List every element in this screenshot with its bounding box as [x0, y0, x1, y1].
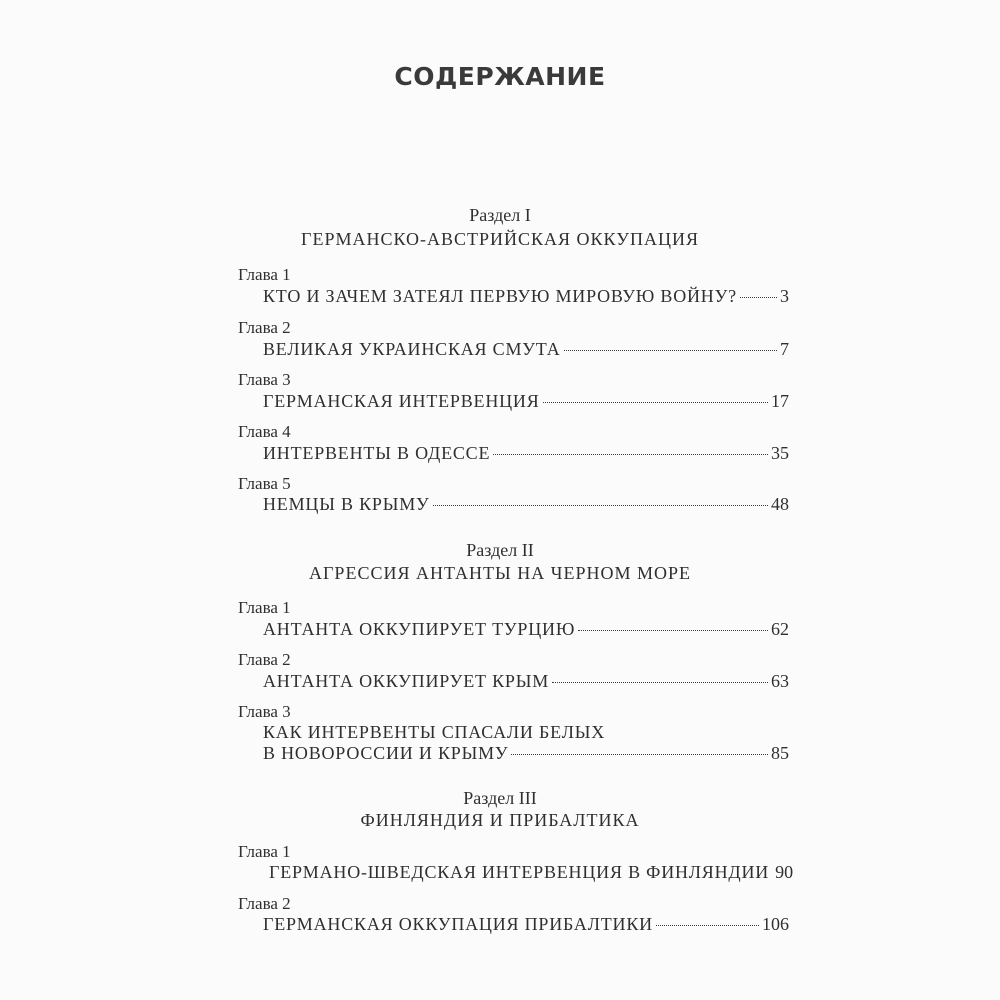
- entry-title-line1: КАК ИНТЕРВЕНТЫ СПАСАЛИ БЕЛЫХ: [263, 722, 606, 742]
- dot-leader: [433, 505, 768, 506]
- page-number: 3: [780, 286, 789, 306]
- page-number: 85: [771, 743, 789, 763]
- chapter-label: Глава 2: [238, 650, 291, 669]
- page-number: 35: [771, 443, 789, 463]
- section-label: Раздел II: [466, 540, 534, 560]
- page-number: 62: [771, 619, 789, 639]
- entry-title: ГЕРМАНСКАЯ ОККУПАЦИЯ ПРИБАЛТИКИ: [263, 914, 653, 934]
- entry-title: В НОВОРОССИИ И КРЫМУ: [263, 743, 509, 763]
- toc-entry[interactable]: [263, 286, 789, 307]
- section-title: ФИНЛЯНДИЯ И ПРИБАЛТИКА: [360, 810, 640, 830]
- page-title: СОДЕРЖАНИЕ: [394, 62, 606, 91]
- entry-title: ГЕРМАНО-ШВЕДСКАЯ ИНТЕРВЕНЦИЯ В ФИНЛЯНДИИ: [269, 862, 770, 882]
- toc-entry[interactable]: [263, 619, 789, 640]
- page-number: 90: [775, 862, 794, 882]
- entry-title: КТО И ЗАЧЕМ ЗАТЕЯЛ ПЕРВУЮ МИРОВУЮ ВОЙНУ?: [263, 286, 737, 306]
- toc-entry[interactable]: [263, 862, 794, 883]
- dot-leader: [552, 682, 768, 683]
- entry-title: ИНТЕРВЕНТЫ В ОДЕССЕ: [263, 443, 491, 463]
- toc-entry[interactable]: [263, 391, 789, 412]
- chapter-label: Глава 5: [238, 474, 291, 493]
- entry-title: ВЕЛИКАЯ УКРАИНСКАЯ СМУТА: [263, 339, 561, 359]
- toc-entry[interactable]: [263, 494, 789, 515]
- page-number: 7: [780, 339, 789, 359]
- entry-title: ГЕРМАНСКАЯ ИНТЕРВЕНЦИЯ: [263, 391, 540, 411]
- toc-entry[interactable]: [263, 443, 789, 464]
- dot-leader: [656, 925, 759, 926]
- chapter-label: Глава 4: [238, 422, 291, 441]
- toc-entry[interactable]: [263, 671, 789, 692]
- dot-leader: [511, 754, 768, 755]
- chapter-label: Глава 3: [238, 370, 291, 389]
- page-number: 106: [762, 914, 789, 934]
- section-title: АГРЕССИЯ АНТАНТЫ НА ЧЕРНОМ МОРЕ: [309, 563, 691, 583]
- entry-title: АНТАНТА ОККУПИРУЕТ ТУРЦИЮ: [263, 619, 576, 639]
- dot-leader: [493, 454, 768, 455]
- section-title: ГЕРМАНСКО-АВСТРИЙСКАЯ ОККУПАЦИЯ: [301, 229, 699, 249]
- dot-leader: [564, 350, 777, 351]
- toc-entry[interactable]: [263, 914, 789, 935]
- chapter-label: Глава 1: [238, 842, 291, 861]
- toc-entry[interactable]: [263, 339, 789, 360]
- dot-leader: [740, 297, 777, 298]
- entry-title: АНТАНТА ОККУПИРУЕТ КРЫМ: [263, 671, 550, 691]
- chapter-label: Глава 1: [238, 598, 291, 617]
- chapter-label: Глава 3: [238, 702, 291, 721]
- entry-title: НЕМЦЫ В КРЫМУ: [263, 494, 430, 514]
- page-number: 63: [771, 671, 789, 691]
- page-number: 48: [771, 494, 789, 514]
- dot-leader: [578, 630, 768, 631]
- chapter-label: Глава 2: [238, 318, 291, 337]
- dot-leader: [543, 402, 768, 403]
- toc-entry[interactable]: [263, 743, 789, 764]
- section-label: Раздел III: [463, 788, 537, 808]
- chapter-label: Глава 2: [238, 894, 291, 913]
- section-label: Раздел I: [469, 205, 531, 225]
- page-number: 17: [771, 391, 789, 411]
- chapter-label: Глава 1: [238, 265, 291, 284]
